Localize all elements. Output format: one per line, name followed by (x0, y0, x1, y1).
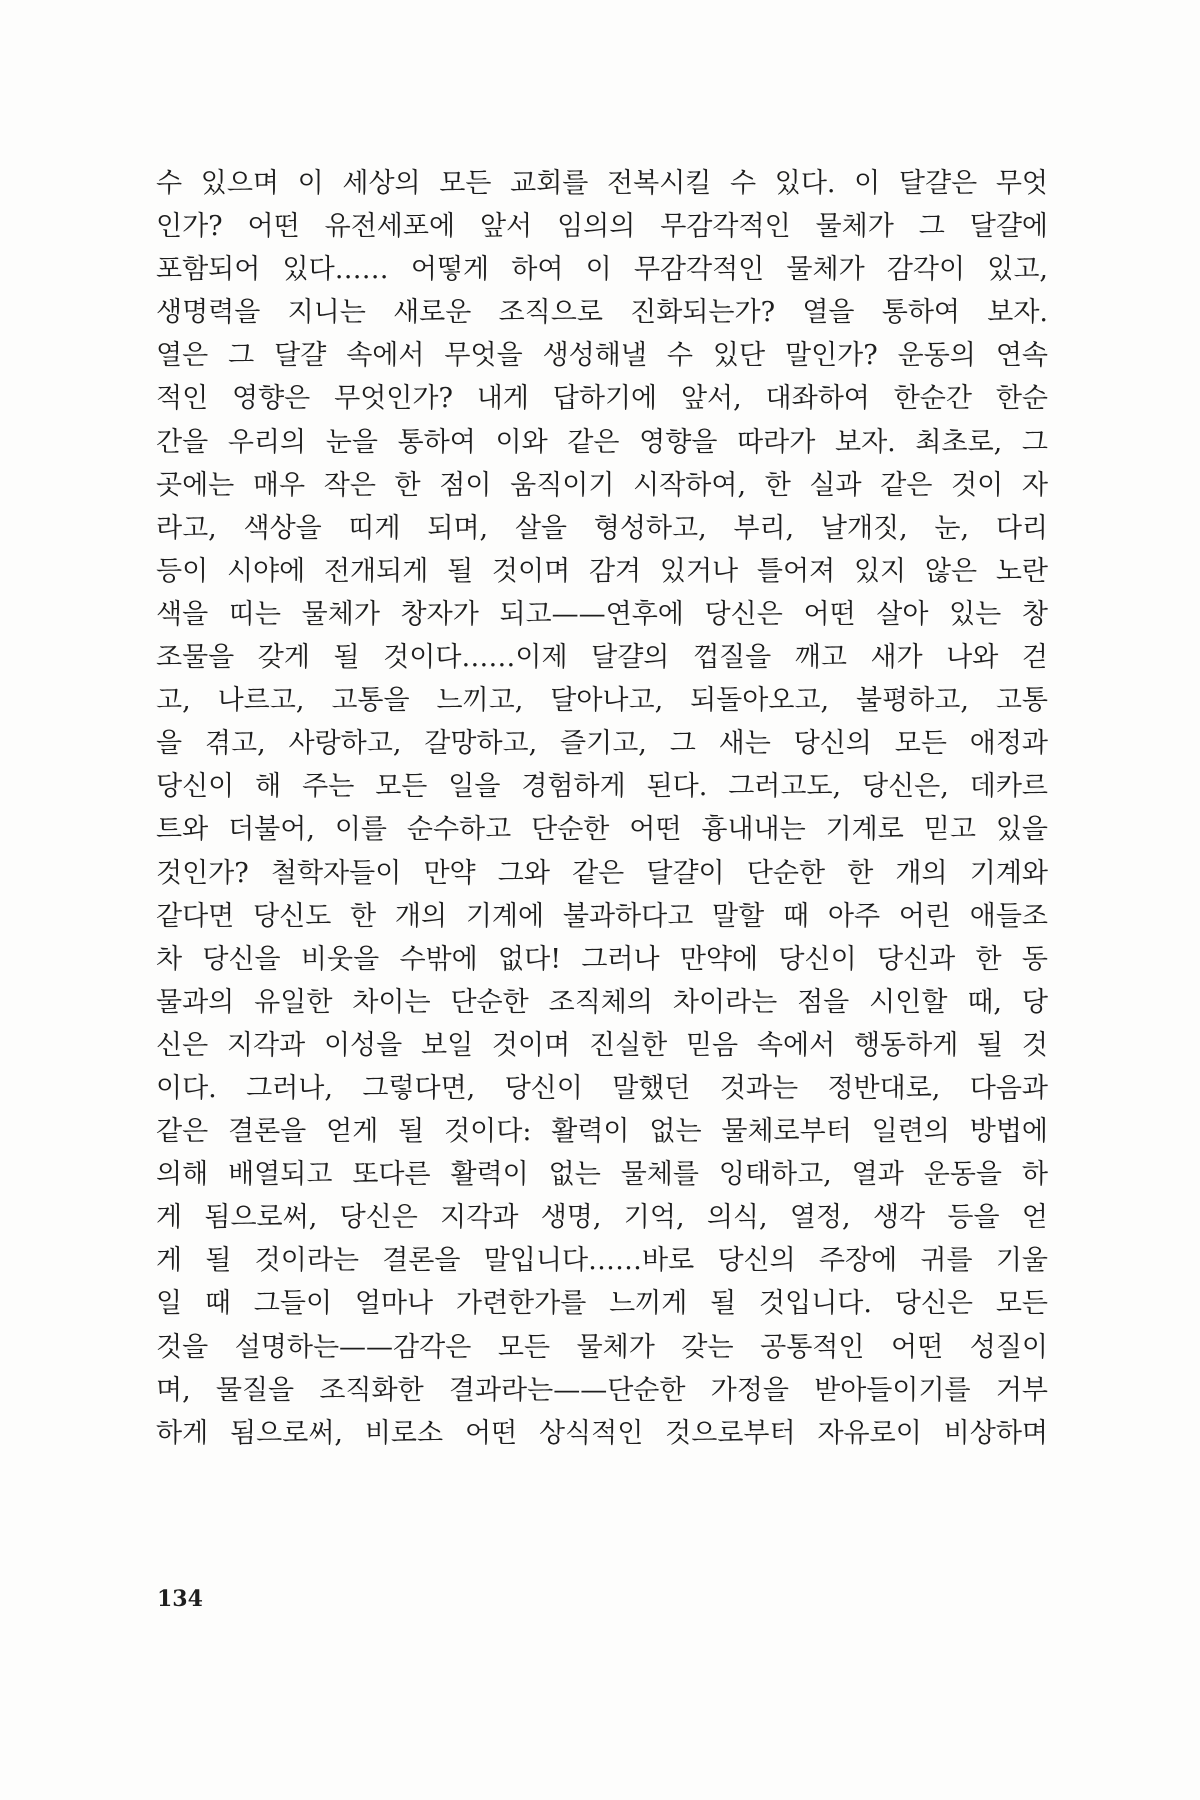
text-line: 포함되어 있다…… 어떻게 하여 이 무감각적인 물체가 감각이 있고, (156, 254, 1048, 286)
body-text (156, 162, 1048, 1455)
text-line: 고, 나르고, 고통을 느끼고, 달아나고, 되돌아오고, 불평하고, 고통 (156, 685, 1048, 717)
text-line: 인가? 어떤 유전세포에 앞서 임의의 무감각적인 물체가 그 달걀에 (156, 211, 1048, 243)
page-number: 134 (157, 1586, 203, 1612)
text-line: 트와 더불어, 이를 순수하고 단순한 어떤 흉내내는 기계로 믿고 있을 (156, 814, 1048, 846)
text-line: 생명력을 지니는 새로운 조직으로 진화되는가? 열을 통하여 보자. (156, 297, 1048, 329)
text-line: 의해 배열되고 또다른 활력이 없는 물체를 잉태하고, 열과 운동을 하 (156, 1159, 1048, 1191)
text-line: 곳에는 매우 작은 한 점이 움직이기 시작하여, 한 실과 같은 것이 자 (156, 469, 1048, 501)
text-line: 라고, 색상을 띠게 되며, 살을 형성하고, 부리, 날개짓, 눈, 다리 (156, 512, 1048, 544)
text-line: 신은 지각과 이성을 보일 것이며 진실한 믿음 속에서 행동하게 될 것 (156, 1029, 1048, 1061)
text-line: 일 때 그들이 얼마나 가련한가를 느끼게 될 것입니다. 당신은 모든 (156, 1288, 1048, 1320)
text-line: 며, 물질을 조직화한 결과라는——단순한 가정을 받아들이기를 거부 (156, 1374, 1048, 1406)
text-line: 조물을 갖게 될 것이다……이제 달걀의 껍질을 깨고 새가 나와 걷 (156, 642, 1048, 674)
text-line: 게 됨으로써, 당신은 지각과 생명, 기억, 의식, 열정, 생각 등을 얻 (156, 1202, 1048, 1234)
text-line: 것을 설명하는——감각은 모든 물체가 갖는 공통적인 어떤 성질이 (156, 1331, 1048, 1363)
text-line: 적인 영향은 무엇인가? 내게 답하기에 앞서, 대좌하여 한순간 한순 (156, 383, 1048, 415)
text-line: 같은 결론을 얻게 될 것이다: 활력이 없는 물체로부터 일련의 방법에 (156, 1116, 1048, 1148)
text-line: 이다. 그러나, 그렇다면, 당신이 말했던 것과는 정반대로, 다음과 (156, 1072, 1048, 1104)
text-line: 하게 됨으로써, 비로소 어떤 상식적인 것으로부터 자유로이 비상하며 (156, 1417, 1048, 1449)
text-line: 같다면 당신도 한 개의 기계에 불과하다고 말할 때 아주 어린 애들조 (156, 900, 1048, 932)
text-line: 등이 시야에 전개되게 될 것이며 감겨 있거나 틀어져 있지 않은 노란 (156, 555, 1048, 587)
text-line: 색을 띠는 물체가 창자가 되고——연후에 당신은 어떤 살아 있는 창 (156, 598, 1048, 630)
text-line: 간을 우리의 눈을 통하여 이와 같은 영향을 따라가 보자. 최초로, 그 (156, 426, 1048, 458)
text-line: 차 당신을 비웃을 수밖에 없다! 그러나 만약에 당신이 당신과 한 동 (156, 943, 1048, 975)
text-line: 수 있으며 이 세상의 모든 교회를 전복시킬 수 있다. 이 달걀은 무엇 (156, 168, 1048, 199)
text-line: 물과의 유일한 차이는 단순한 조직체의 차이라는 점을 시인할 때, 당 (156, 986, 1048, 1018)
text-line: 것인가? 철학자들이 만약 그와 같은 달걀이 단순한 한 개의 기계와 (156, 857, 1048, 889)
text-line: 당신이 해 주는 모든 일을 경험하게 된다. 그러고도, 당신은, 데카르 (156, 771, 1048, 803)
text-line: 게 될 것이라는 결론을 말입니다……바로 당신의 주장에 귀를 기울 (156, 1245, 1048, 1277)
text-line: 을 겪고, 사랑하고, 갈망하고, 즐기고, 그 새는 당신의 모든 애정과 (156, 728, 1048, 760)
text-line: 열은 그 달걀 속에서 무엇을 생성해낼 수 있단 말인가? 운동의 연속 (156, 340, 1048, 372)
